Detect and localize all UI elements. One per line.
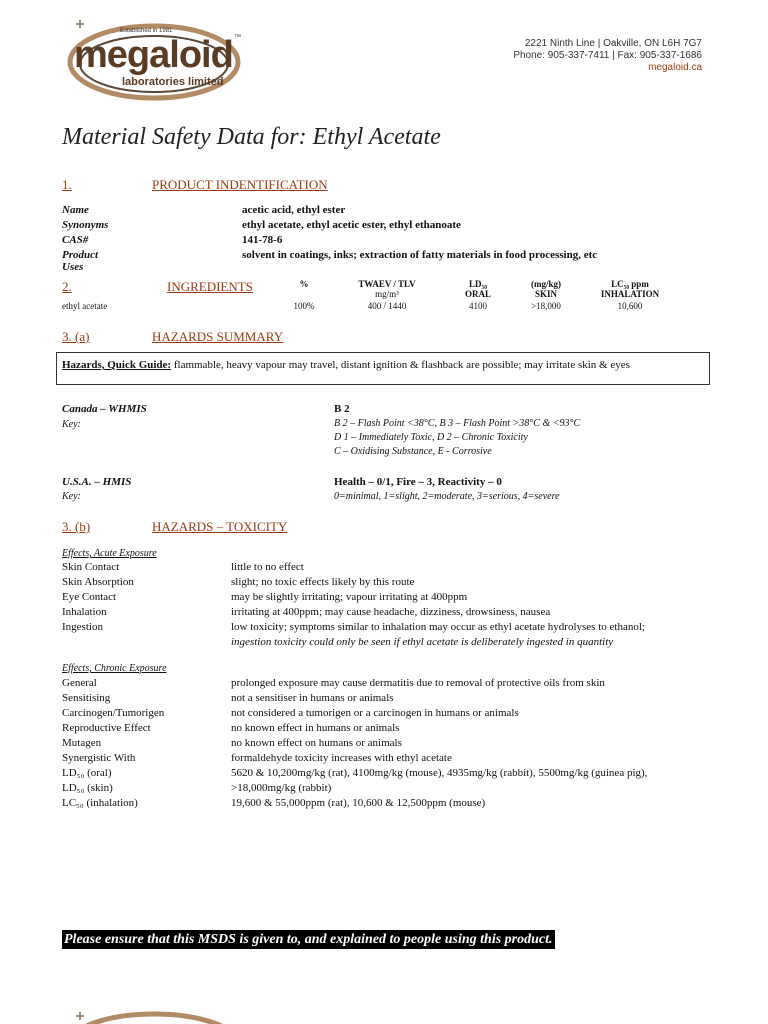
logo-tm: ™ bbox=[234, 34, 241, 41]
section-1-number: 1. bbox=[62, 177, 72, 192]
toxicity-value: little to no effect bbox=[231, 561, 304, 573]
hmis-value: Health – 0/1, Fire – 3, Reactivity – 0 bbox=[334, 476, 502, 488]
ingredient-lc50: 10,600 bbox=[617, 301, 643, 311]
product-id-value: solvent in coatings, inks; extraction of fatty materials in food processing, etc bbox=[242, 249, 598, 261]
toxicity-label: Mutagen bbox=[62, 737, 102, 749]
toxicity-label: LD₅₀ (skin) bbox=[62, 782, 113, 794]
section-3b-heading: HAZARDS – TOXICITY bbox=[152, 519, 288, 534]
hmis-key: 0=minimal, 1=slight, 2=moderate, 3=serious, 4=severe bbox=[334, 491, 560, 502]
page-title: Material Safety Data for: Ethyl Acetate bbox=[62, 124, 441, 150]
hmis-key-label: Key: bbox=[62, 491, 81, 502]
toxicity-value: irritating at 400ppm; may cause headache, dizziness, drowsiness, nausea bbox=[231, 606, 551, 618]
section-3a-number: 3. (a) bbox=[62, 329, 90, 344]
col-header-skin: (mg/kg) SKIN bbox=[531, 279, 561, 299]
toxicity-label: Ingestion bbox=[62, 621, 103, 633]
toxicity-label: Inhalation bbox=[62, 606, 107, 618]
product-id-label: CAS# bbox=[62, 234, 89, 246]
section-1-heading: PRODUCT INDENTIFICATION bbox=[152, 177, 328, 192]
whmis-label: Canada – WHMIS bbox=[62, 403, 147, 415]
ingredient-skin: >18,000 bbox=[531, 301, 561, 311]
msds-notice-banner bbox=[62, 930, 555, 949]
toxicity-value: no known effect on humans or animals bbox=[231, 737, 402, 749]
toxicity-value: slight; no toxic effects likely by this route bbox=[231, 576, 415, 588]
ingredient-percent: 100% bbox=[293, 301, 315, 311]
toxicity-value: low toxicity; symptoms similar to inhalation may occur as ethyl acetate hydrolyses to ethanol; bbox=[231, 621, 645, 633]
toxicity-value: no known effect in humans or animals bbox=[231, 722, 400, 734]
whmis-key-line: C – Oxidising Substance, E - Corrosive bbox=[334, 446, 492, 457]
whmis-key-line: D 1 – Immediately Toxic, D 2 – Chronic Toxicity bbox=[334, 432, 528, 443]
toxicity-value: may be slightly irritating; vapour irritating at 400ppm bbox=[231, 591, 468, 603]
chronic-exposure-heading: Effects, Chronic Exposure bbox=[62, 663, 167, 674]
section-3b-number: 3. (b) bbox=[62, 519, 91, 534]
logo-established: Established in 1981 bbox=[120, 28, 173, 34]
toxicity-label: Sensitising bbox=[62, 692, 111, 704]
ingredient-ld50: 4100 bbox=[469, 301, 487, 311]
section-2-heading: INGREDIENTS bbox=[167, 279, 253, 294]
toxicity-label: LC₅₀ (inhalation) bbox=[62, 797, 138, 809]
product-id-value: ethyl acetate, ethyl acetic ester, ethyl ethanoate bbox=[242, 219, 461, 231]
quick-guide-text: flammable, heavy vapour may travel, distant ignition & flashback are possible; may irritate skin & eyes bbox=[173, 359, 630, 371]
toxicity-label: Skin Absorption bbox=[62, 576, 134, 588]
toxicity-label: Reproductive Effect bbox=[62, 722, 151, 734]
whmis-key-line: B 2 – Flash Point <38°C, B 3 – Flash Point >38°C & <93°C bbox=[334, 418, 581, 429]
hmis-label: U.S.A. – HMIS bbox=[62, 476, 132, 488]
toxicity-label: Eye Contact bbox=[62, 591, 117, 603]
quick-guide-label: Hazards, Quick Guide: bbox=[62, 359, 172, 371]
toxicity-value: 19,600 & 55,000ppm (rat), 10,600 & 12,500ppm (mouse) bbox=[231, 797, 486, 809]
msds-notice-text: Please ensure that this MSDS is given to, and explained to people using this product. bbox=[64, 932, 553, 947]
logo-swoosh-icon bbox=[62, 1008, 252, 1024]
toxicity-value: not considered a tumorigen or a carcinogen in humans or animals bbox=[231, 707, 519, 719]
logo-subname: laboratories limited bbox=[122, 76, 224, 88]
ingestion-note: ingestion toxicity could only be seen if ethyl acetate is deliberately ingested in quantity bbox=[231, 636, 614, 648]
company-logo bbox=[62, 14, 252, 106]
toxicity-value: prolonged exposure may cause dermatitis due to removal of protective oils from skin bbox=[231, 677, 605, 689]
acute-exposure-heading: Effects, Acute Exposure bbox=[62, 548, 157, 559]
toxicity-value: 5620 & 10,200mg/kg (rat), 4100mg/kg (mouse), 4935mg/kg (rabbit), 5500mg/kg (guinea pig), bbox=[231, 767, 648, 779]
ingredient-row bbox=[62, 301, 682, 315]
contact-phone: Phone: 905-337-7411 | Fax: 905-337-1686 bbox=[513, 50, 702, 61]
contact-address: 2221 Ninth Line | Oakville, ON L6H 7G7 bbox=[524, 38, 702, 49]
ingredient-name: ethyl acetate bbox=[62, 301, 108, 311]
whmis-value: B 2 bbox=[334, 403, 350, 415]
product-id-label: Synonyms bbox=[62, 219, 109, 231]
col-header-lc50: LC₅₀ ppm INHALATION bbox=[600, 279, 660, 299]
product-id-value: acetic acid, ethyl ester bbox=[242, 204, 346, 216]
logo-name: megaloid bbox=[74, 34, 233, 76]
toxicity-label: Synergistic With bbox=[62, 752, 136, 764]
product-id-label: Name bbox=[62, 204, 89, 216]
toxicity-value: formaldehyde toxicity increases with ethyl acetate bbox=[231, 752, 452, 764]
section-3a-heading: HAZARDS SUMMARY bbox=[152, 329, 284, 344]
contact-web[interactable]: megaloid.ca bbox=[648, 62, 702, 73]
col-header-percent: % bbox=[299, 279, 309, 289]
product-id-value: 141-78-6 bbox=[242, 234, 283, 246]
ingredient-tlv: 400 / 1440 bbox=[367, 301, 407, 311]
section-2-number: 2. bbox=[62, 279, 72, 294]
contact-block bbox=[513, 38, 702, 74]
toxicity-value: not a sensitiser in humans or animals bbox=[231, 692, 394, 704]
toxicity-label: LD₅₀ (oral) bbox=[62, 767, 112, 779]
toxicity-label: Carcinogen/Tumorigen bbox=[62, 707, 165, 719]
toxicity-value: >18,000mg/kg (rabbit) bbox=[231, 782, 332, 794]
toxicity-label: General bbox=[62, 677, 97, 689]
col-header-ld50: LD₅₀ ORAL bbox=[464, 279, 491, 299]
product-id-label: Product Uses bbox=[62, 249, 99, 273]
toxicity-label: Skin Contact bbox=[62, 561, 120, 573]
next-page-logo bbox=[62, 1008, 252, 1024]
whmis-key-label: Key: bbox=[62, 419, 81, 430]
hazards-quick-guide-box bbox=[56, 352, 710, 385]
col-header-tlv: TWAEV / TLV mg/m³ bbox=[358, 279, 416, 299]
